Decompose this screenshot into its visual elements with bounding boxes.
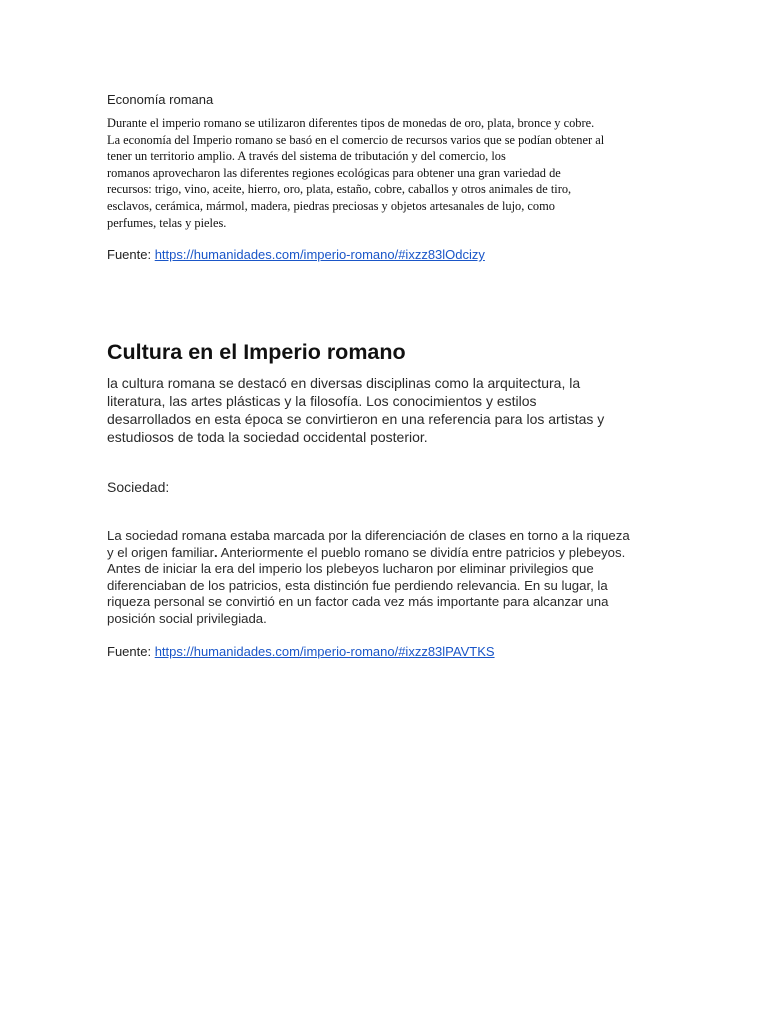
paragraph-line: La economía del Imperio romano se basó en el comercio de recursos varios que se podían obtener al <box>107 132 605 147</box>
paragraph-line: Antes de iniciar la era del imperio los plebeyos lucharon por eliminar privilegios que <box>107 561 594 576</box>
cultura-paragraph <box>107 374 667 446</box>
economia-source <box>107 246 485 264</box>
paragraph-line: la cultura romana se destacó en diversas disciplinas como la arquitectura, la <box>107 375 581 391</box>
paragraph-line: desarrollados en esta época se convirtieron en una referencia para los artistas y <box>107 411 605 427</box>
paragraph-line: esclavos, cerámica, mármol, madera, piedras preciosas y objetos artesanales de lujo, como <box>107 198 555 213</box>
paragraph-line: diferenciaban de los patricios, esta distinción fue perdiendo relevancia. En su lugar, la <box>107 577 608 593</box>
text-run: y el origen familiar <box>107 544 215 560</box>
cultura-heading: Cultura en el Imperio romano <box>107 340 406 364</box>
sociedad-heading: Sociedad: <box>107 479 170 495</box>
paragraph-line: Durante el imperio romano se utilizaron diferentes tipos de monedas de oro, plata, bronce y cobre. <box>107 116 595 130</box>
text-run: Anteriormente el pueblo romano se dividía entre patricios y plebeyos. <box>217 544 626 560</box>
paragraph-line: literatura, las artes plásticas y la filosofía. Los conocimientos y estilos <box>107 393 537 409</box>
paragraph-line: perfumes, telas y pieles. <box>107 215 227 230</box>
paragraph-line: romanos aprovecharon las diferentes regiones ecológicas para obtener una gran variedad de <box>107 165 561 180</box>
economia-paragraph <box>107 115 667 231</box>
paragraph-line: estudiosos de toda la sociedad occidental posterior. <box>107 429 428 445</box>
paragraph-line: riqueza personal se convirtió en un factor cada vez más importante para alcanzar una <box>107 594 609 609</box>
source-label: Fuente: <box>107 644 155 659</box>
sociedad-source <box>107 643 495 661</box>
paragraph-line: recursos: trigo, vino, aceite, hierro, oro, plata, estaño, cobre, caballos y otros animales de tiro, <box>107 182 572 197</box>
source-link[interactable]: https://humanidades.com/imperio-romano/#ixzz83lPAVTKS <box>154 644 495 659</box>
economia-heading: Economía romana <box>107 92 214 107</box>
paragraph-line <box>107 545 667 562</box>
source-link[interactable]: https://humanidades.com/imperio-romano/#ixzz83lOdcizy <box>154 247 485 262</box>
paragraph-line: posición social privilegiada. <box>107 610 267 626</box>
sociedad-paragraph <box>107 528 667 627</box>
paragraph-line: La sociedad romana estaba marcada por la diferenciación de clases en torno a la riqueza <box>107 528 630 543</box>
source-label: Fuente: <box>107 247 155 262</box>
text-run-bold: . <box>214 544 218 560</box>
paragraph-line: tener un territorio amplio. A través del sistema de tributación y del comercio, los <box>107 149 506 164</box>
